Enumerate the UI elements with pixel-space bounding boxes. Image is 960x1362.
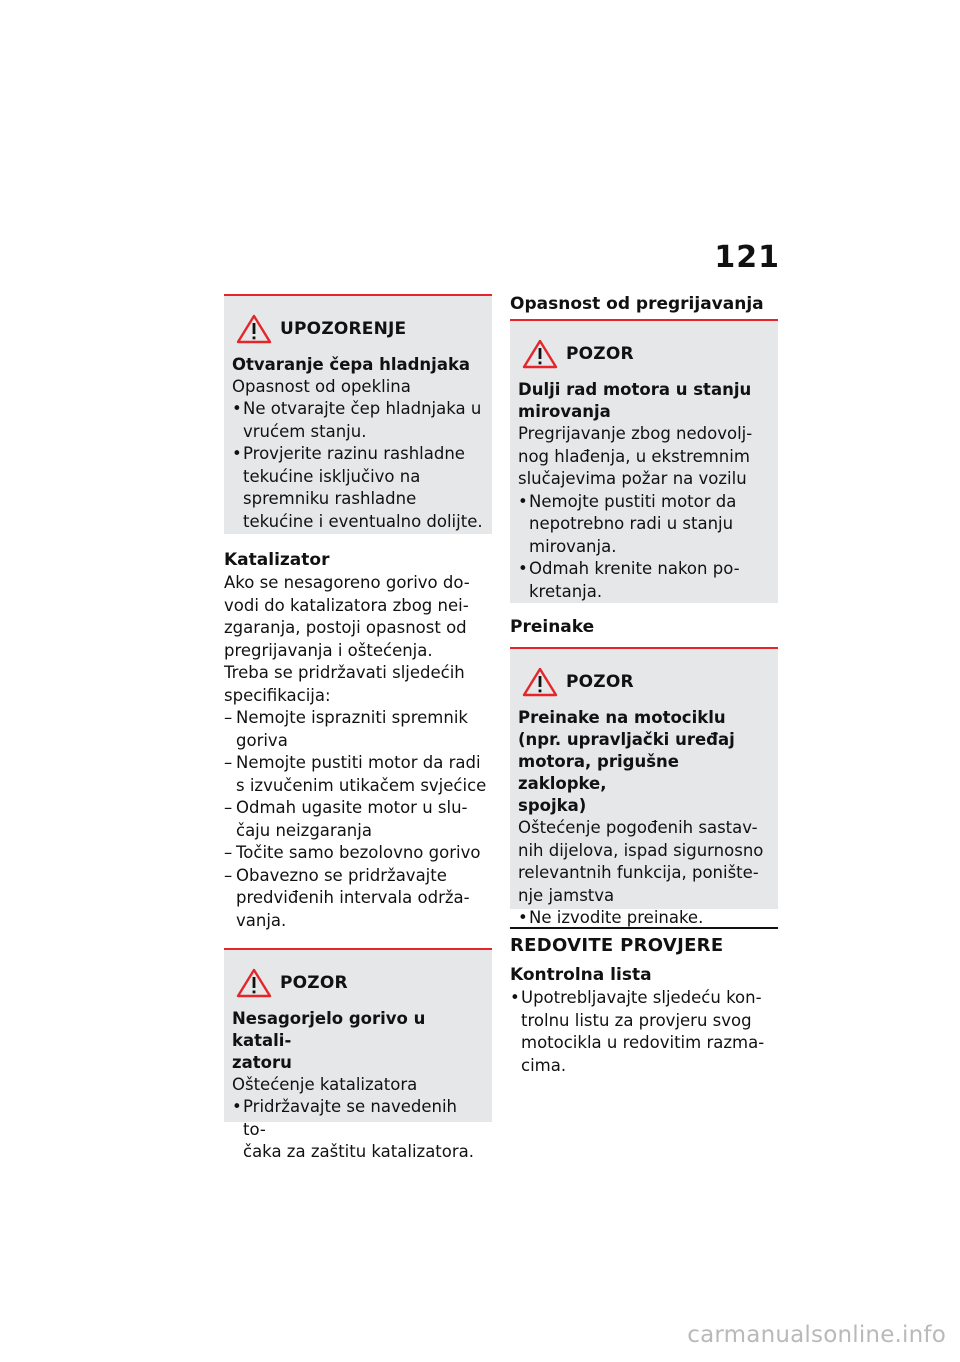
subheading-checklist: Kontrolna lista: [510, 965, 652, 985]
section-heading-regular-checks: REDOVITE PROVJERE: [510, 927, 778, 959]
caution-subtitle-line: Dulji rad motora u stanju: [518, 380, 752, 399]
dash-item: [224, 842, 492, 865]
caution-box-modifications: [510, 647, 778, 927]
bullet-mark: •: [232, 1097, 242, 1116]
line: Točite samo bezolovno gorivo: [236, 843, 481, 862]
line: Obavezno se pridržavajte: [236, 865, 447, 885]
dash-mark: –: [224, 865, 233, 885]
line: cima.: [521, 1055, 567, 1075]
caution-subtitle-line: motora, prigušne zaklopke,: [518, 752, 679, 793]
caution-hazard-line: nje jamstva: [518, 885, 615, 905]
list-item: [232, 1096, 484, 1164]
line: vrućem stanju.: [243, 421, 367, 441]
section-heading-preinake: Preinake: [510, 617, 595, 637]
line: čaju neizgaranja: [236, 820, 372, 840]
line: spremniku rashladne: [243, 489, 417, 508]
section-heading-katalizator: Katalizator: [224, 550, 330, 570]
caution-hazard: Oštećenje katalizatora: [232, 1075, 418, 1094]
warning-subtitle: Otvaranje čepa hladnjaka: [232, 355, 471, 374]
dash-item: [224, 797, 492, 842]
caution-title: POZOR: [566, 344, 634, 364]
bullet-mark: •: [518, 559, 528, 578]
caution-hazard-line: Oštećenje pogođenih sastav-: [518, 818, 758, 837]
caution-title: POZOR: [566, 672, 634, 692]
caution-hazard-line: nog hlađenja, u ekstremnim: [518, 446, 750, 466]
caution-box-header: [518, 663, 770, 701]
line: motocikla u redovitim razma-: [521, 1033, 765, 1052]
caution-subtitle-line: spojka): [518, 796, 587, 815]
line: s izvučenim utikačem svjećice: [236, 775, 487, 795]
caution-box-header: [518, 335, 770, 373]
bullet-mark: •: [232, 444, 242, 463]
right-column: [510, 292, 778, 1077]
caution-hazard-line: slučajevima požar na vozilu: [518, 469, 747, 488]
dash-mark: –: [224, 753, 233, 772]
line: specifikacija:: [224, 685, 331, 705]
warning-triangle-icon: [236, 314, 272, 344]
line: zgaranja, postoji opasnost od: [224, 618, 467, 637]
bullet-mark: •: [232, 399, 242, 418]
page-number: 121: [714, 240, 780, 275]
line: nepotrebno radi u stanju: [529, 514, 734, 533]
list-item: [518, 491, 770, 559]
line: Provjerite razinu rashladne: [243, 444, 465, 463]
caution-box-idling: [510, 319, 778, 603]
line: predviđenih intervala održa-: [236, 888, 470, 907]
bullet-mark: •: [518, 491, 528, 511]
dash-item: [224, 707, 492, 752]
bullet-mark: •: [518, 908, 528, 927]
line: tekućine i eventualno dolijte.: [243, 511, 483, 531]
list-item: [518, 907, 770, 930]
list-item: [518, 558, 770, 603]
katalizator-paragraph: [224, 572, 492, 707]
dash-item: [224, 752, 492, 797]
line: Ne otvarajte čep hladnjaka u: [243, 399, 482, 418]
warning-box-radiator-cap: [224, 294, 492, 534]
bullet-mark: •: [510, 988, 520, 1007]
line: vanja.: [236, 910, 287, 930]
line: Odmah ugasite motor u slu-: [236, 798, 468, 817]
katalizator-dash-list: [224, 707, 492, 932]
warning-triangle-icon: [236, 968, 272, 998]
line: Ako se nesagoreno gorivo do-: [224, 573, 470, 592]
line: Ne izvodite preinake.: [529, 908, 704, 927]
section-heading-overheating: Opasnost od pregrijavanja: [510, 294, 764, 314]
line: pregrijavanja i oštećenja.: [224, 640, 433, 660]
warning-triangle-icon: [522, 667, 558, 697]
line: goriva: [236, 730, 288, 750]
dash-item: [224, 865, 492, 933]
list-item: [232, 398, 484, 443]
line: Nemojte pustiti motor da radi: [236, 753, 481, 772]
caution-subtitle-line: zatoru: [232, 1053, 292, 1072]
dash-mark: –: [224, 708, 233, 727]
caution-box-header: [232, 964, 484, 1002]
caution-subtitle-line: Nesagorjelo gorivo u katali-: [232, 1009, 426, 1050]
line: Pridržavajte se navedenih to-: [243, 1097, 457, 1139]
line: Treba se pridržavati sljedećih: [224, 663, 465, 682]
line: vodi do katalizatora zbog nei-: [224, 595, 469, 615]
warning-triangle-icon: [522, 339, 558, 369]
warning-title: UPOZORENJE: [280, 319, 407, 339]
caution-hazard-line: Pregrijavanje zbog nedovolj-: [518, 424, 753, 443]
line: Odmah krenite nakon po-: [529, 559, 740, 578]
warning-box-header: [232, 310, 484, 348]
dash-mark: –: [224, 843, 233, 862]
caution-hazard-line: relevantnih funkcija, ponište-: [518, 863, 759, 882]
line: Nemojte isprazniti spremnik: [236, 708, 468, 727]
caution-subtitle-line: Preinake na motociklu: [518, 708, 726, 727]
warning-hazard: Opasnost od opeklina: [232, 377, 411, 396]
list-item: [232, 443, 484, 533]
watermark-text: carmanualsonline.info: [687, 1322, 946, 1348]
left-column: [224, 294, 492, 1161]
line: mirovanja.: [529, 536, 617, 556]
dash-mark: –: [224, 798, 233, 817]
line: čaka za zaštitu katalizatora.: [243, 1142, 475, 1161]
line: kretanja.: [529, 581, 603, 601]
line: Nemojte pustiti motor da: [529, 491, 737, 511]
caution-subtitle-line: (npr. upravljački uređaj: [518, 730, 735, 749]
caution-box-catalyst: [224, 948, 492, 1161]
caution-title: POZOR: [280, 973, 348, 993]
line: trolnu listu za provjeru svog: [521, 1010, 752, 1030]
list-item: [510, 987, 778, 1077]
line: tekućine isključivo na: [243, 466, 421, 486]
line: Upotrebljavajte sljedeću kon-: [521, 988, 762, 1007]
caution-subtitle-line: mirovanja: [518, 402, 611, 421]
caution-hazard-line: nih dijelova, ispad sigurnosno: [518, 840, 764, 860]
